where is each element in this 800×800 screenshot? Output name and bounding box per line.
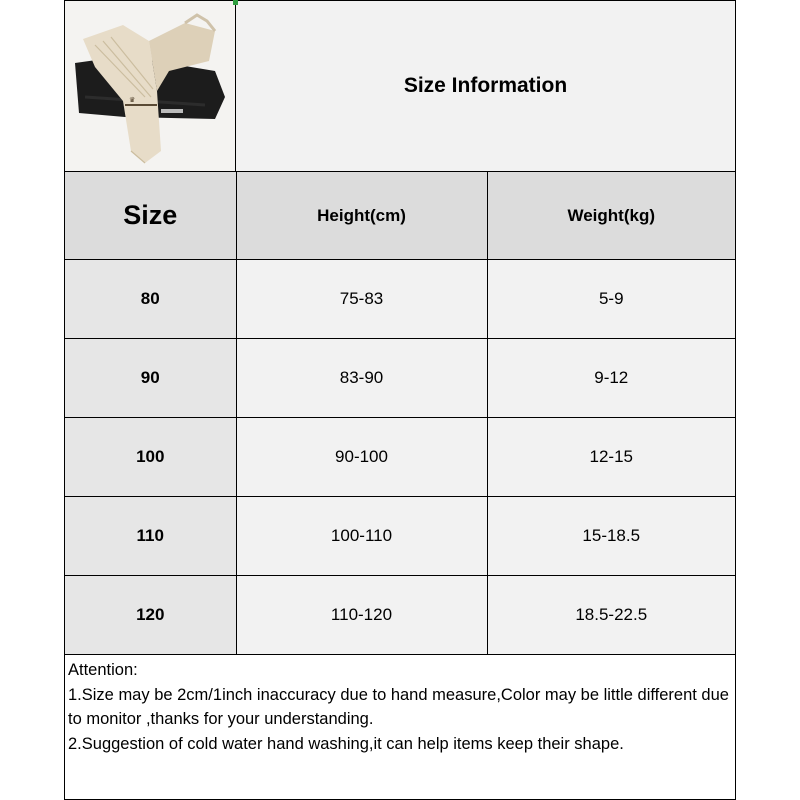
size-cell: 90 [65,339,236,418]
size-table [65,172,735,655]
table-row [65,497,735,576]
column-header-size: Size [65,172,236,260]
height-cell: 100-110 [236,497,487,576]
page-title: Size Information [403,74,568,97]
table-row [65,260,735,339]
weight-cell: 18.5-22.5 [487,576,735,655]
svg-text:♛: ♛ [129,96,136,104]
height-cell: 75-83 [236,260,487,339]
notes-heading: Attention: [68,661,138,679]
table-header-row [65,172,735,260]
attention-notes [68,658,730,756]
leggings-image-icon [65,1,235,171]
table-row [65,418,735,497]
size-cell: 80 [65,260,236,339]
product-photo [65,1,236,171]
size-cell: 120 [65,576,236,655]
header-row [65,1,735,172]
column-header-weight: Weight(kg) [487,172,735,260]
size-table-wrap [65,172,735,655]
height-cell: 83-90 [236,339,487,418]
size-chart-sheet [64,0,736,800]
table-row [65,576,735,655]
notes-line-2: 2.Suggestion of cold water hand washing,it can help items keep their shape. [68,734,624,753]
weight-cell: 5-9 [487,260,735,339]
weight-cell: 9-12 [487,339,735,418]
table-row [65,339,735,418]
size-cell: 110 [65,497,236,576]
weight-cell: 12-15 [487,418,735,497]
height-cell: 110-120 [236,576,487,655]
cell-marker-icon [233,0,238,5]
title-cell [236,1,735,171]
size-cell: 100 [65,418,236,497]
height-cell: 90-100 [236,418,487,497]
weight-cell: 15-18.5 [487,497,735,576]
notes-line-1: 1.Size may be 2cm/1inch inaccuracy due to hand measure,Color may be little different due to monitor ,thanks for your understanding. [68,685,729,728]
column-header-height: Height(cm) [236,172,487,260]
